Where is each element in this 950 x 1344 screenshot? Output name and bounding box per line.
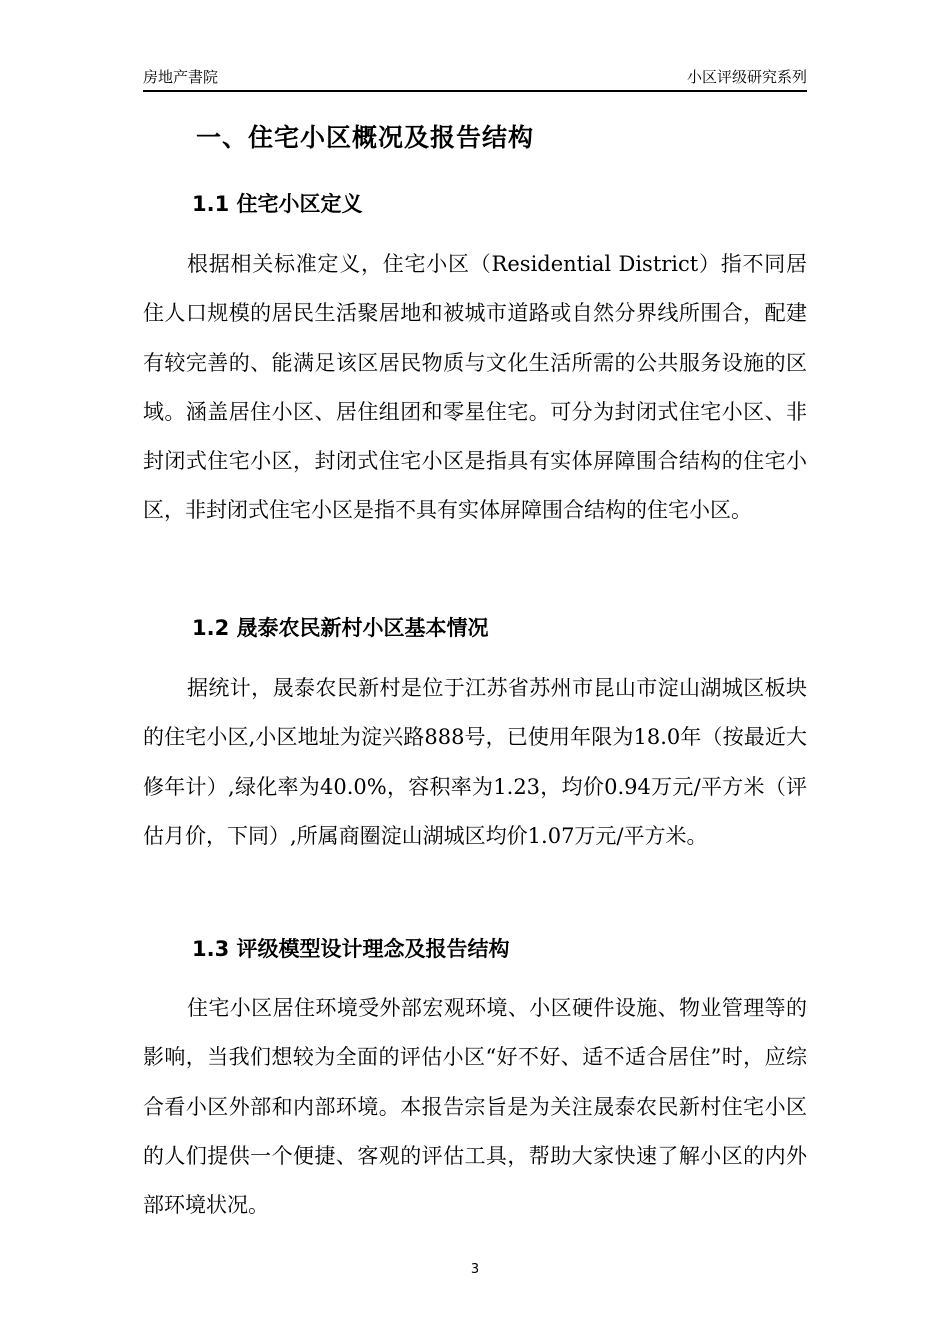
header-publisher: 房地产書院: [143, 68, 219, 86]
subsection-heading-1-2: 1.2 晟泰农民新村小区基本情况: [192, 616, 489, 640]
header-series-title: 小区评级研究系列: [686, 68, 807, 86]
paragraph-community-info: 据统计，晟泰农民新村是位于江苏省苏州市昆山市淀山湖城区板块的住宅小区,小区地址为淀兴路888号，已使用年限为18.0年（按最近大修年计）,绿化率为40.0%，容积率为1.23，均价0.94万元/平方米（评估月价，下同）,所属商圈淀山湖城区均价1.07万元/平方米。: [143, 676, 807, 848]
subsection-heading-1-3: 1.3 评级模型设计理念及报告结构: [192, 937, 510, 961]
paragraph-report-structure: 住宅小区居住环境受外部宏观环境、小区硬件设施、物业管理等的影响，当我们想较为全面的评估小区“好不好、适不适合居住”时，应综合看小区外部和内部环境。本报告宗旨是为关注晟泰农民新村住宅小区的人们提供一个便捷、客观的评估工具，帮助大家快速了解小区的内外部环境状况。: [143, 996, 807, 1218]
paragraph-definition: 根据相关标准定义，住宅小区（Residential District）指不同居住人口规模的居民生活聚居地和被城市道路或自然分界线所围合，配建有较完善的、能满足该区居民物质与文化生活所需的公共服务设施的区域。涵盖居住小区、居住组团和零星住宅。可分为封闭式住宅小区、非封闭式住宅小区，封闭式住宅小区是指具有实体屏障围合结构的住宅小区，非封闭式住宅小区是指不具有实体屏障围合结构的住宅小区。: [143, 252, 807, 523]
page-number: 3: [470, 1262, 480, 1277]
subsection-heading-1-1: 1.1 住宅小区定义: [192, 192, 363, 216]
page-header: [143, 64, 807, 92]
section-title: 一、住宅小区概况及报告结构: [196, 123, 535, 152]
